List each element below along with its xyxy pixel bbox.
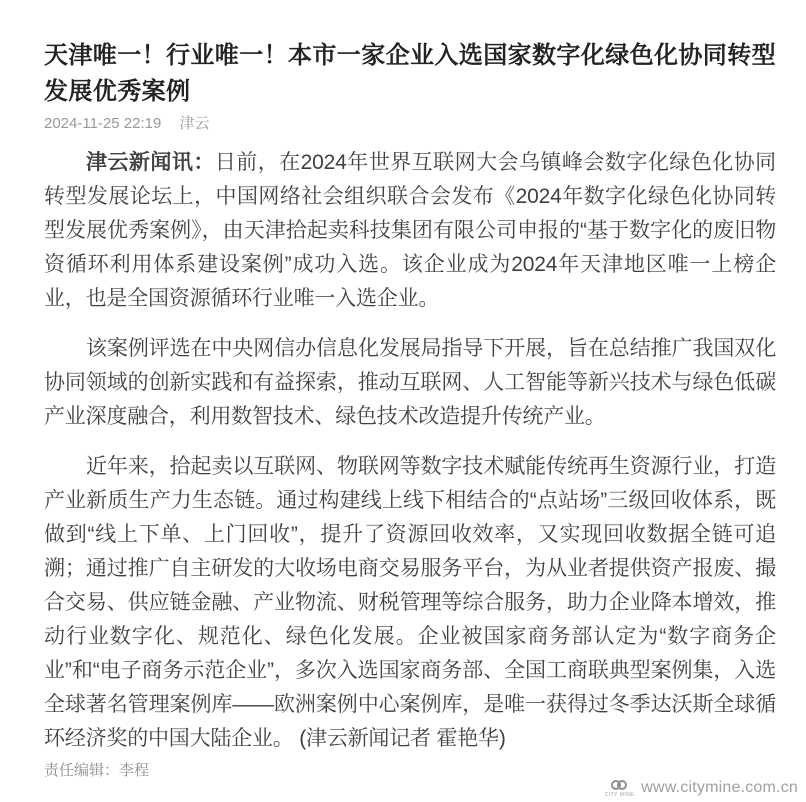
paragraph-text: 日前，在2024年世界互联网大会乌镇峰会数字化绿色化协同转型发展论坛上，中国网络社会组织联合会发布《2024年数字化绿色化协同转型发展优秀案例》，由天津拾起卖科技集团有限公司申报的“基于数字化的废旧物资循环利用体系建设案例”成功入选。该企业成为2024年天津地区唯一上榜企业，也是全国资源循环行业唯一入选企业。 <box>44 151 776 310</box>
editor-name: 李程 <box>119 762 150 779</box>
logo-caption: CITY MINE <box>604 791 635 798</box>
editor-credit <box>44 761 149 781</box>
site-watermark <box>605 778 798 798</box>
paragraph-text: 近年来，拾起卖以互联网、物联网等数字技术赋能传统再生资源行业，打造产业新质生产力生态链。通过构建线上线下相结合的“点站场”三级回收体系，既做到“线上下单、上门回收”，提升了资源回收效率，又实现回收数据全链可追溯；通过推广自主研发的大收场电商交易服务平台，为从业者提供资产报废、撮合交易、供应链金融、产业物流、财税管理等综合服务，助力企业降本增效，推动行业数字化、规范化、绿色化发展。企业被国家商务部认定为“数字商务企业”和“电子商务示范企业”，多次入选国家商务部、全国工商联典型案例集，入选全球著名管理案例库——欧洲案例中心案例库，是唯一获得过冬季达沃斯全球循环经济奖的中国大陆企业。 (津云新闻记者 霍艳华) <box>44 455 776 750</box>
publish-datetime: 2024-11-25 22:19 <box>44 115 162 132</box>
logo-circle-right <box>617 780 627 790</box>
paragraph-text: 该案例评选在中央网信办信息化发展局指导下开展，旨在总结推广我国双化协同领域的创新实践和有益探索，推动互联网、人工智能等新兴技术与绿色低碳产业深度融合，利用数智技术、绿色技术改造提升传统产业。 <box>44 337 776 428</box>
article-title: 天津唯一！行业唯一！本市一家企业入选国家数字化绿色化协同转型发展优秀案例 <box>44 42 776 105</box>
site-url: www.citymine.com.cn <box>641 779 798 796</box>
article-paragraph <box>44 332 776 434</box>
editor-label: 责任编辑： <box>44 762 120 779</box>
citymine-logo-icon <box>605 779 635 798</box>
article-body <box>44 146 776 756</box>
article-paragraph <box>44 146 776 316</box>
source-label: 津云 <box>179 115 210 132</box>
paragraph-lead: 津云新闻讯： <box>86 151 215 174</box>
article-paragraph <box>44 450 776 756</box>
article-meta <box>44 114 776 134</box>
logo-circles <box>611 779 627 792</box>
